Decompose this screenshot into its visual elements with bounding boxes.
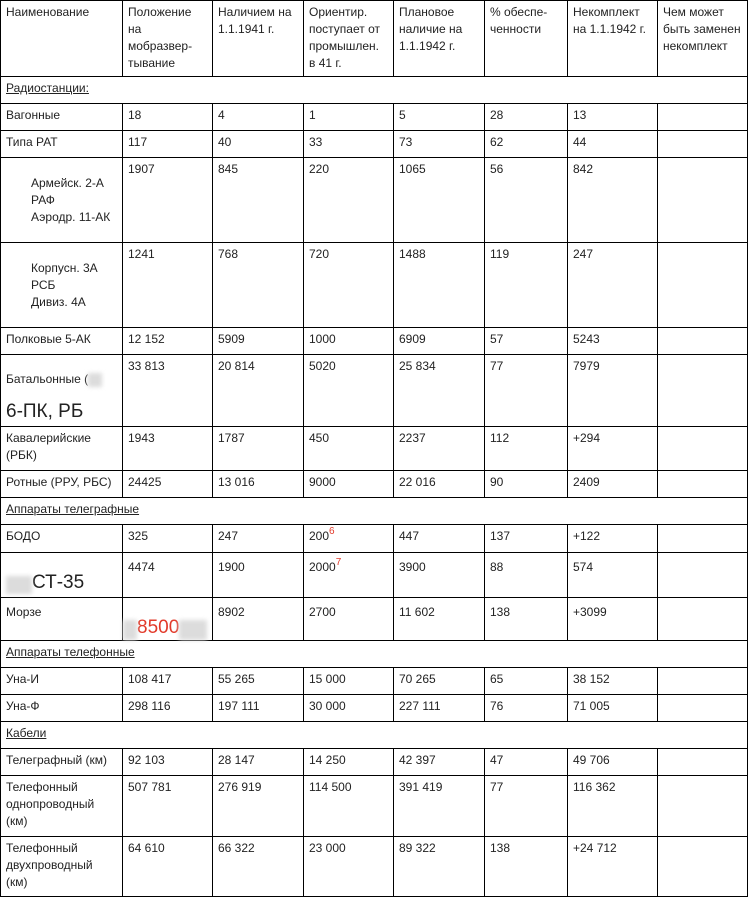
header-cell: Плановое наличие на 1.1.1942 г. [394, 1, 485, 77]
header-cell: Некомплект на 1.1.1942 г. [568, 1, 658, 77]
row-name: Морзе [1, 597, 123, 640]
cell: 1065 [394, 158, 485, 243]
cell: 197 111 [213, 694, 304, 721]
row-name [1, 552, 123, 597]
cell: 3900 [394, 552, 485, 597]
blurred-patch [6, 576, 32, 594]
table-row [1, 694, 748, 721]
section-label: Аппараты телефонные [6, 644, 135, 659]
cell: 88 [485, 552, 568, 597]
cell: 73 [394, 131, 485, 158]
row-name: Кавалерийские (РБК) [1, 426, 123, 470]
table-row [1, 328, 748, 355]
cell: 5243 [568, 328, 658, 355]
cell: 11 602 [394, 597, 485, 640]
cell: 116 362 [568, 775, 658, 836]
footnote-marker: 6 [329, 525, 335, 537]
table-row [1, 426, 748, 470]
table-row [1, 667, 748, 694]
cell: 89 322 [394, 836, 485, 896]
cell: 65 [485, 667, 568, 694]
cell: 447 [394, 524, 485, 552]
cell [658, 355, 748, 427]
cell-value: 200 [309, 528, 330, 543]
row-name-text: Батальонные ( [6, 372, 89, 386]
blurred-patch [179, 620, 207, 640]
cell [658, 158, 748, 243]
cell: 247 [213, 524, 304, 552]
cell [658, 104, 748, 131]
row-name-large-text: СТ-35 [32, 571, 85, 593]
section-title [1, 77, 748, 104]
cell: 1000 [304, 328, 394, 355]
blurred-patch [123, 620, 137, 640]
cell: 33 813 [123, 355, 213, 427]
cell: 56 [485, 158, 568, 243]
cell: 2700 [304, 597, 394, 640]
row-name: Телеграфный (км) [1, 748, 123, 775]
cell: 8902 [213, 597, 304, 640]
table-row [1, 243, 748, 328]
cell [658, 694, 748, 721]
cell: 574 [568, 552, 658, 597]
cell: 76 [485, 694, 568, 721]
cell: 9000 [304, 470, 394, 497]
section-label: Аппараты телеграфные [6, 501, 140, 516]
row-name-large-text: 6-ПК, РБ [6, 400, 84, 422]
cell [658, 597, 748, 640]
cell: 38 152 [568, 667, 658, 694]
cell: 119 [485, 243, 568, 328]
cell: 30 000 [304, 694, 394, 721]
cell: 114 500 [304, 775, 394, 836]
row-name-text: Корпусн. 3А РСБ Дивиз. 4А [31, 261, 98, 309]
cell: 507 781 [123, 775, 213, 836]
cell: 276 919 [213, 775, 304, 836]
cell: 22 016 [394, 470, 485, 497]
cell: 220 [304, 158, 394, 243]
table-row [1, 552, 748, 597]
cell: 47 [485, 748, 568, 775]
cell: 13 [568, 104, 658, 131]
row-name: Типа РАТ [1, 131, 123, 158]
cell: 57 [485, 328, 568, 355]
cell: 64 610 [123, 836, 213, 896]
header-cell: % обеспе- ченности [485, 1, 568, 77]
cell: 44 [568, 131, 658, 158]
row-name: Полковые 5-АК [1, 328, 123, 355]
cell: 137 [485, 524, 568, 552]
cell: 18 [123, 104, 213, 131]
table-row [1, 775, 748, 836]
row-name: Ротные (РРУ, РБС) [1, 470, 123, 497]
cell [658, 552, 748, 597]
table-row [1, 104, 748, 131]
cell [304, 524, 394, 552]
cell: 842 [568, 158, 658, 243]
cell: 13 016 [213, 470, 304, 497]
cell: 227 111 [394, 694, 485, 721]
row-name: Вагонные [1, 104, 123, 131]
cell: 2237 [394, 426, 485, 470]
cell [658, 775, 748, 836]
section-label: Кабели [6, 725, 47, 740]
cell: 768 [213, 243, 304, 328]
header-cell: Наименование [1, 1, 123, 77]
cell: +122 [568, 524, 658, 552]
cell: 298 116 [123, 694, 213, 721]
cell: 28 147 [213, 748, 304, 775]
cell: 49 706 [568, 748, 658, 775]
row-name [1, 158, 123, 243]
header-cell: Ориентир. поступает от промышлен. в 41 г. [304, 1, 394, 77]
cell: 20 814 [213, 355, 304, 427]
cell: 70 265 [394, 667, 485, 694]
cell: 4474 [123, 552, 213, 597]
cell: 24425 [123, 470, 213, 497]
cell [658, 131, 748, 158]
cell: 77 [485, 775, 568, 836]
cell: +24 712 [568, 836, 658, 896]
cell: 6909 [394, 328, 485, 355]
cell: 15 000 [304, 667, 394, 694]
cell: 90 [485, 470, 568, 497]
header-cell: Наличием на 1.1.1941 г. [213, 1, 304, 77]
cell [658, 426, 748, 470]
cell [304, 552, 394, 597]
section-title [1, 497, 748, 524]
cell: 71 005 [568, 694, 658, 721]
section-title [1, 721, 748, 748]
table-row [1, 748, 748, 775]
cell [658, 328, 748, 355]
cell: 40 [213, 131, 304, 158]
cell: 5 [394, 104, 485, 131]
cell [658, 524, 748, 552]
row-name: БОДО [1, 524, 123, 552]
cell: 1787 [213, 426, 304, 470]
cell: 5020 [304, 355, 394, 427]
row-name: Телефонный однопроводный (км) [1, 775, 123, 836]
header-cell: Чем может быть заменен некомплект [658, 1, 748, 77]
table-row [1, 836, 748, 896]
row-name-text: Армейск. 2-А РАФ Аэродр. 11-АК [31, 176, 111, 224]
cell: 1907 [123, 158, 213, 243]
cell: 92 103 [123, 748, 213, 775]
cell: 4 [213, 104, 304, 131]
cell: 1 [304, 104, 394, 131]
cell [658, 243, 748, 328]
table-row [1, 470, 748, 497]
table-row [1, 524, 748, 552]
cell [658, 470, 748, 497]
cell: 77 [485, 355, 568, 427]
cell: 5909 [213, 328, 304, 355]
cell: 12 152 [123, 328, 213, 355]
cell: 247 [568, 243, 658, 328]
table-row [1, 355, 748, 427]
footnote-marker: 7 [335, 556, 342, 568]
cell: 112 [485, 426, 568, 470]
cell-value-large: 8500 [137, 616, 180, 638]
cell: 117 [123, 131, 213, 158]
cell: 62 [485, 131, 568, 158]
cell: 25 834 [394, 355, 485, 427]
cell: 845 [213, 158, 304, 243]
cell: 14 250 [304, 748, 394, 775]
row-name [1, 243, 123, 328]
section-title [1, 640, 748, 667]
cell: 1241 [123, 243, 213, 328]
row-name: Телефонный двухпроводный (км) [1, 836, 123, 896]
table-header-row [1, 1, 748, 77]
cell: 55 265 [213, 667, 304, 694]
cell: 28 [485, 104, 568, 131]
cell: 1488 [394, 243, 485, 328]
cell-value: 2000 [309, 559, 336, 574]
cell: +294 [568, 426, 658, 470]
table-row [1, 131, 748, 158]
section-row [1, 497, 748, 524]
section-row [1, 721, 748, 748]
section-row [1, 77, 748, 104]
cell: 138 [485, 597, 568, 640]
cell [658, 667, 748, 694]
section-row [1, 640, 748, 667]
cell: 1900 [213, 552, 304, 597]
header-cell: Положение на мобразвер- тывание [123, 1, 213, 77]
cell: 325 [123, 524, 213, 552]
row-name: Уна-И [1, 667, 123, 694]
cell: 2409 [568, 470, 658, 497]
cell: 391 419 [394, 775, 485, 836]
row-name: Уна-Ф [1, 694, 123, 721]
cell: 23 000 [304, 836, 394, 896]
cell: 7979 [568, 355, 658, 427]
cell [658, 836, 748, 896]
row-name [1, 355, 123, 427]
table-row [1, 597, 748, 640]
section-label: Радиостанции: [6, 81, 89, 95]
table-row [1, 158, 748, 243]
cell [123, 597, 213, 640]
cell: 33 [304, 131, 394, 158]
cell: 1943 [123, 426, 213, 470]
cell: 108 417 [123, 667, 213, 694]
cell: 42 397 [394, 748, 485, 775]
blurred-patch [88, 373, 102, 387]
cell: 138 [485, 836, 568, 896]
cell [658, 748, 748, 775]
cell: 450 [304, 426, 394, 470]
cell: +3099 [568, 597, 658, 640]
cell: 66 322 [213, 836, 304, 896]
cell: 720 [304, 243, 394, 328]
